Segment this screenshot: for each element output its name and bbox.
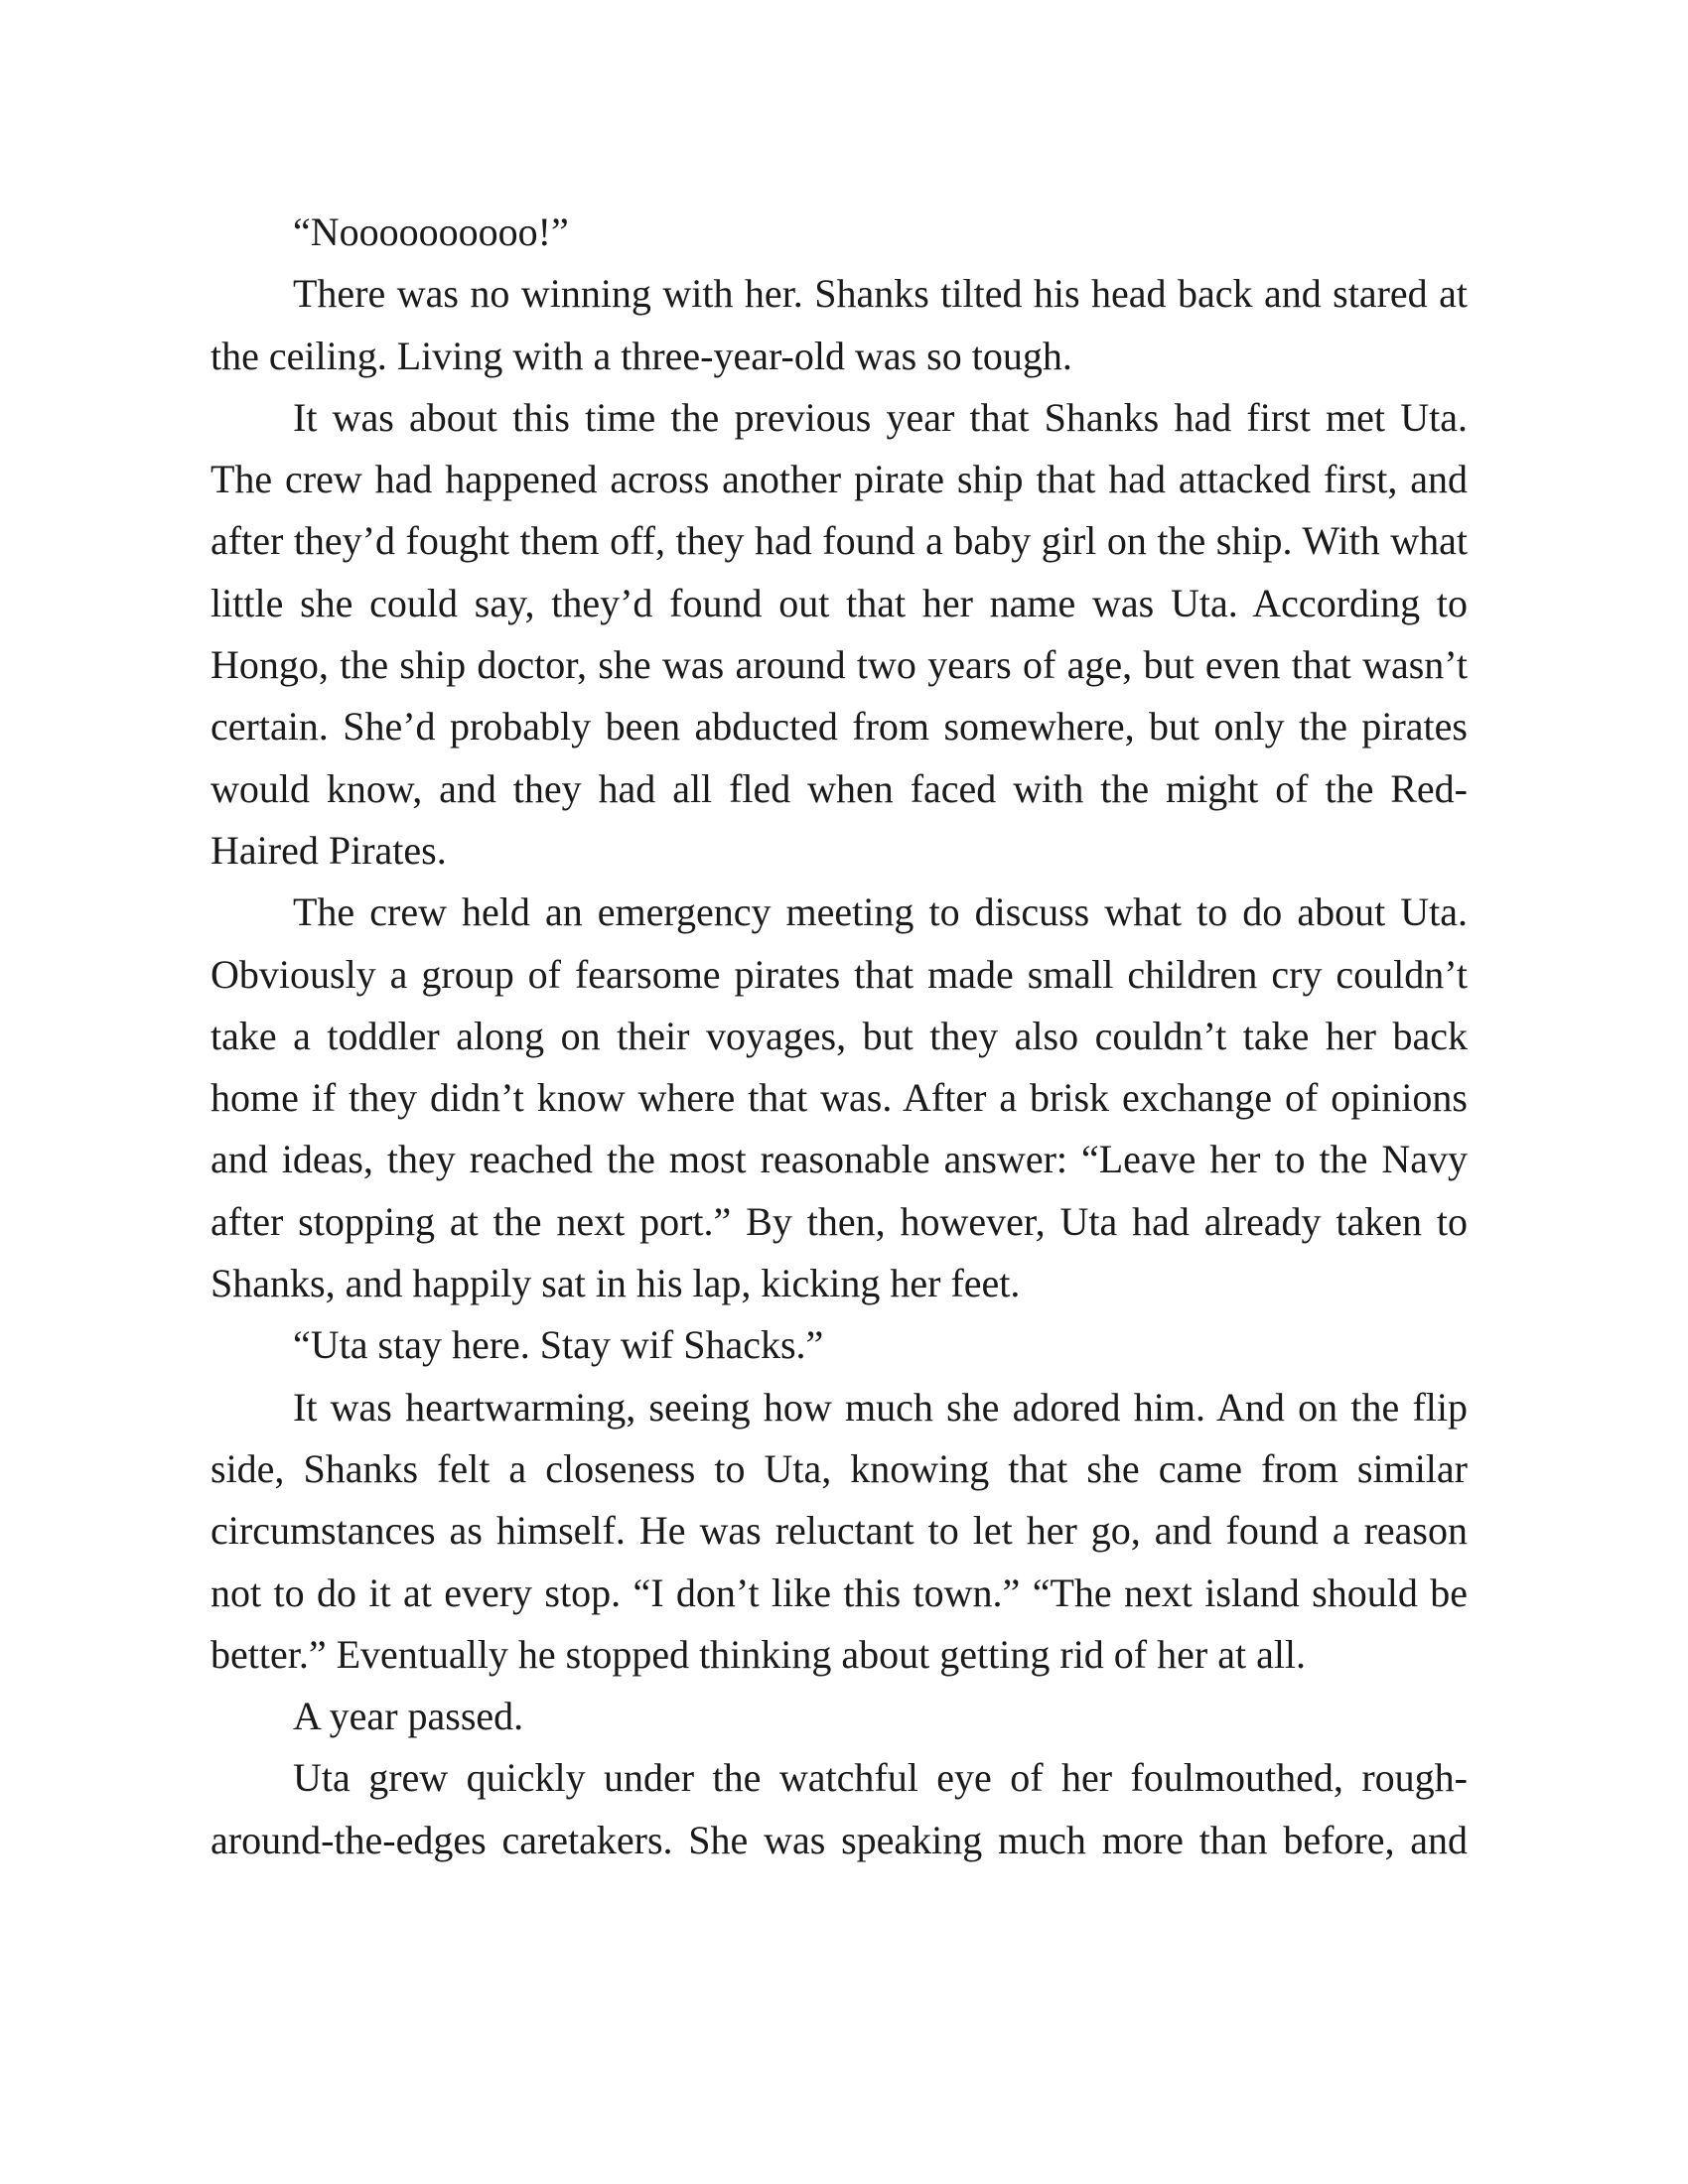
paragraph-1: “Noooooooooo!” [293, 209, 569, 254]
paragraph-4: The crew held an emergency meeting to discuss what to do about Uta. Obviously a group of fearsome pirates that made small children cry couldn’t take a toddler along on their voyages, but they also couldn’t take her back home if they didn’t know where that was. After a brisk exchange of opinions and ideas, they reached the most reasonable answer: “Leave her to the Navy after stopping at the next port.” By then, however, Uta had already taken to Shanks, and happily sat in his lap, kicking her feet. [211, 889, 1468, 1306]
paragraph-5: “Uta stay here. Stay wif Shacks.” [293, 1322, 824, 1368]
paragraph-8: Uta grew quickly under the watchful eye of her foulmouthed, rough-around-the-edges caretakers. She was speaking much more than before, and [211, 1755, 1468, 1862]
paragraph-6: It was heartwarming, seeing how much she adored him. And on the flip side, Shanks felt a closeness to Uta, knowing that she came from similar circumstances as himself. He was reluctant to let her go, and found a reason not to do it at every stop. “I don’t like this town.” “The next island should be better.” Eventually he stopped thinking about getting rid of her at all. [211, 1384, 1468, 1677]
paragraph-7: A year passed. [293, 1694, 524, 1739]
paragraph-3: It was about this time the previous year that Shanks had first met Uta. The crew had happened across another pirate ship that had attacked first, and after they’d fought them off, they had found a baby girl on the ship. With what little she could say, they’d found out that her name was Uta. According to Hongo, the ship doctor, she was around two years of age, but even that wasn’t certain. She’d probably been abducted from somewhere, but only the pirates would know, and they had all fled when faced with the might of the Red-Haired Pirates. [211, 394, 1468, 873]
paragraph-2: There was no winning with her. Shanks tilted his head back and stared at the ceiling. Living with a three-year-old was so tough. [211, 271, 1468, 378]
body-text [211, 202, 1468, 1871]
